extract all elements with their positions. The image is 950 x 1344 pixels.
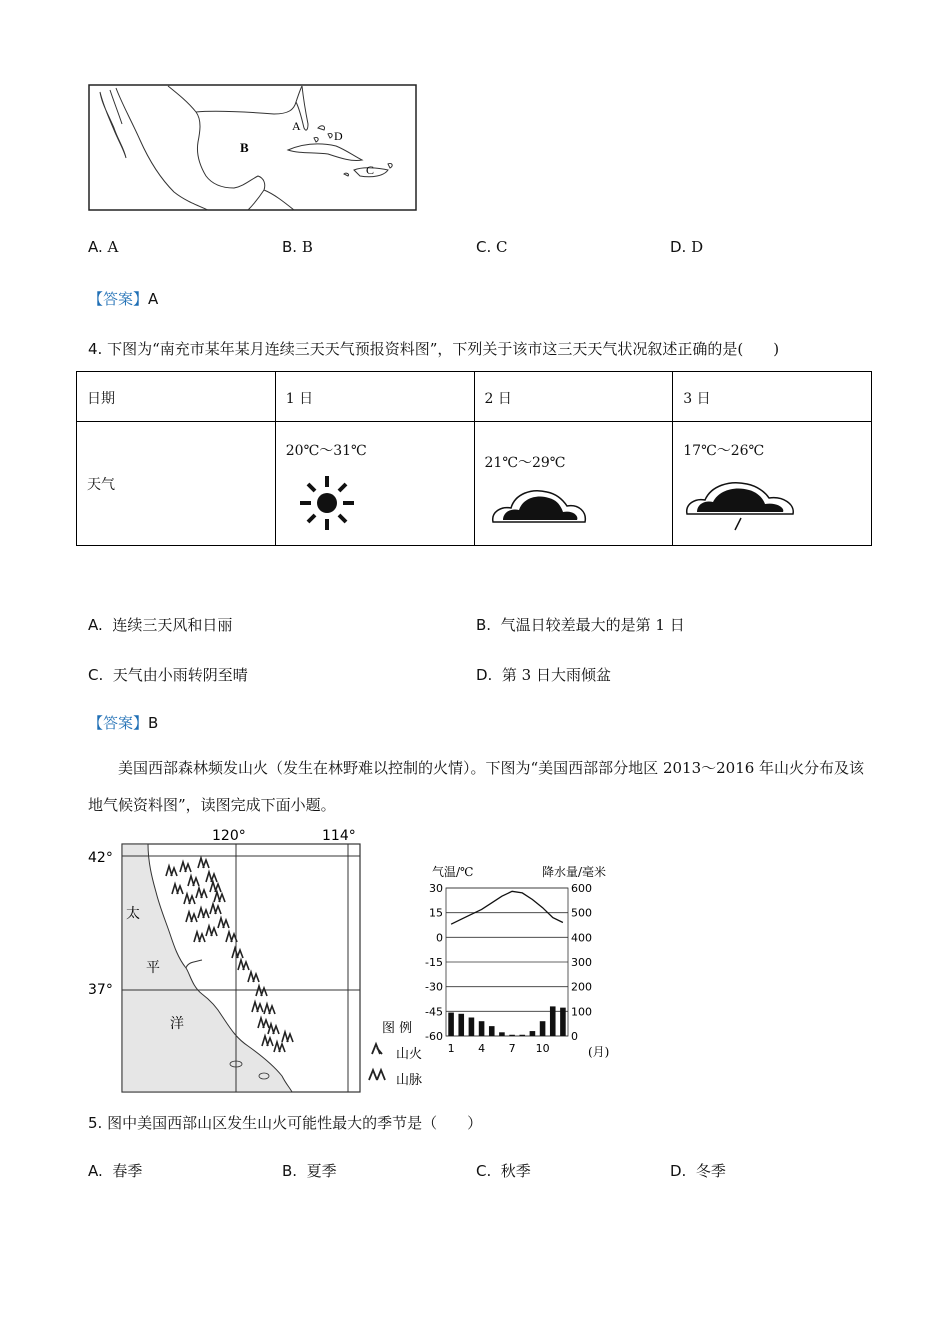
q4-stem: 4. 下图为“南充市某年某月连续三天天气预报资料图”，下列关于该市这三天天气状况叙述正确的是( ) — [88, 340, 780, 358]
precip-tick-label: 500 — [571, 906, 592, 920]
q5-option-b[interactable]: B. 夏季 — [282, 1162, 337, 1180]
map-label-b: B — [240, 140, 249, 155]
ocean-char-1: 太 — [126, 906, 140, 922]
precip-bar-4 — [479, 1021, 485, 1036]
precip-bar-3 — [469, 1018, 475, 1037]
precip-bar-2 — [458, 1014, 464, 1036]
day3-temp: 17℃～26℃ — [683, 443, 765, 459]
lat-label-42: 42° — [88, 850, 113, 866]
q3-option-a[interactable]: A. A — [88, 238, 119, 256]
ocean-char-2: 平 — [146, 960, 160, 976]
temp-tick-label: -60 — [425, 1030, 443, 1043]
q5-option-d[interactable]: D. 冬季 — [670, 1162, 726, 1180]
us-west-fire-map — [86, 822, 426, 1094]
table-header-day3: 3 日 — [673, 372, 872, 422]
sun-icon — [294, 474, 360, 532]
q3-answer: 【答案】A — [88, 290, 159, 308]
precip-tick-label: 600 — [571, 882, 592, 895]
q4-option-c[interactable]: C. 天气由小雨转阴至晴 — [88, 666, 248, 684]
ocean-char-3: 洋 — [170, 1016, 184, 1032]
passage: 美国西部森林频发山火（发生在林野难以控制的火情）。下图为“美国西部部分地区 2013～2016 年山火分布及该地气候资料图”，读图完成下面小题。 — [88, 759, 865, 814]
caribbean-map — [88, 84, 418, 212]
lat-label-37: 37° — [88, 982, 113, 998]
precip-bar-6 — [499, 1032, 505, 1036]
q4-option-b[interactable]: B. 气温日较差最大的是第 1 日 — [476, 616, 685, 634]
q4-option-d[interactable]: D. 第 3 日大雨倾盆 — [476, 666, 611, 684]
q4-answer: 【答案】B — [88, 714, 159, 732]
light-rain-icon — [683, 474, 803, 536]
temperature-line — [451, 891, 563, 924]
precip-tick-label: 0 — [571, 1030, 578, 1043]
month-tick-label: 1 — [447, 1042, 455, 1055]
table-header-day2: 2 日 — [474, 372, 673, 422]
month-tick-label: 4 — [478, 1042, 486, 1055]
precip-bar-8 — [519, 1035, 525, 1036]
precip-bar-11 — [550, 1006, 556, 1036]
precip-bar-10 — [540, 1021, 546, 1036]
temp-tick-label: 30 — [429, 882, 443, 895]
q3-option-b[interactable]: B. B — [282, 238, 313, 256]
climate-chart — [418, 860, 638, 1060]
month-tick-label: 7 — [508, 1042, 516, 1055]
legend-title: 图 例 — [382, 1021, 413, 1036]
q4-option-a[interactable]: A. 连续三天风和日丽 — [88, 616, 233, 634]
legend-mountain: 山脉 — [396, 1073, 423, 1088]
legend-fire: 山火 — [396, 1047, 423, 1062]
month-tick-label: 10 — [535, 1042, 550, 1055]
precip-bar-12 — [560, 1008, 566, 1036]
map-label-c: C — [366, 163, 375, 177]
precip-bar-1 — [448, 1013, 454, 1036]
q5-stem: 5. 图中美国西部山区发生山火可能性最大的季节是（ ） — [88, 1114, 483, 1132]
q3-option-c[interactable]: C. C — [476, 238, 508, 256]
precip-bar-5 — [489, 1026, 495, 1036]
lon-label-120: 120° — [212, 828, 246, 844]
day2-cell — [474, 422, 673, 546]
table-row-label: 天气 — [77, 422, 276, 546]
q5-option-c[interactable]: C. 秋季 — [476, 1162, 531, 1180]
lon-label-114: 114° — [322, 828, 356, 844]
precip-tick-label: 400 — [571, 931, 592, 945]
weather-table — [76, 371, 872, 546]
temp-tick-label: -15 — [425, 956, 443, 969]
map-label-d: D — [334, 129, 343, 143]
precip-tick-label: 300 — [571, 956, 592, 969]
overcast-icon — [489, 484, 589, 526]
temp-axis-label: 气温/℃ — [432, 865, 474, 879]
temp-tick-label: 15 — [429, 906, 443, 920]
temp-tick-label: -45 — [425, 1005, 443, 1019]
table-header-day1: 1 日 — [275, 372, 474, 422]
precip-bar-9 — [530, 1031, 536, 1036]
temp-tick-label: -30 — [425, 980, 443, 994]
precip-tick-label: 100 — [571, 1005, 592, 1019]
month-unit: (月) — [588, 1045, 610, 1059]
temp-tick-label: 0 — [436, 931, 443, 945]
mountain-legend-icon — [369, 1070, 385, 1080]
map-label-a: A — [292, 119, 301, 133]
day1-temp: 20℃～31℃ — [285, 443, 367, 459]
precip-tick-label: 200 — [571, 980, 592, 994]
precip-bar-7 — [509, 1035, 515, 1036]
day2-temp: 21℃～29℃ — [484, 455, 566, 471]
day3-cell — [673, 422, 872, 546]
day1-cell — [275, 422, 474, 546]
q3-option-d[interactable]: D. D — [670, 238, 704, 256]
fire-legend-icon — [372, 1044, 382, 1054]
table-header-date: 日期 — [77, 372, 276, 422]
precip-axis-label: 降水量/毫米 — [542, 865, 607, 879]
q5-option-a[interactable]: A. 春季 — [88, 1162, 143, 1180]
